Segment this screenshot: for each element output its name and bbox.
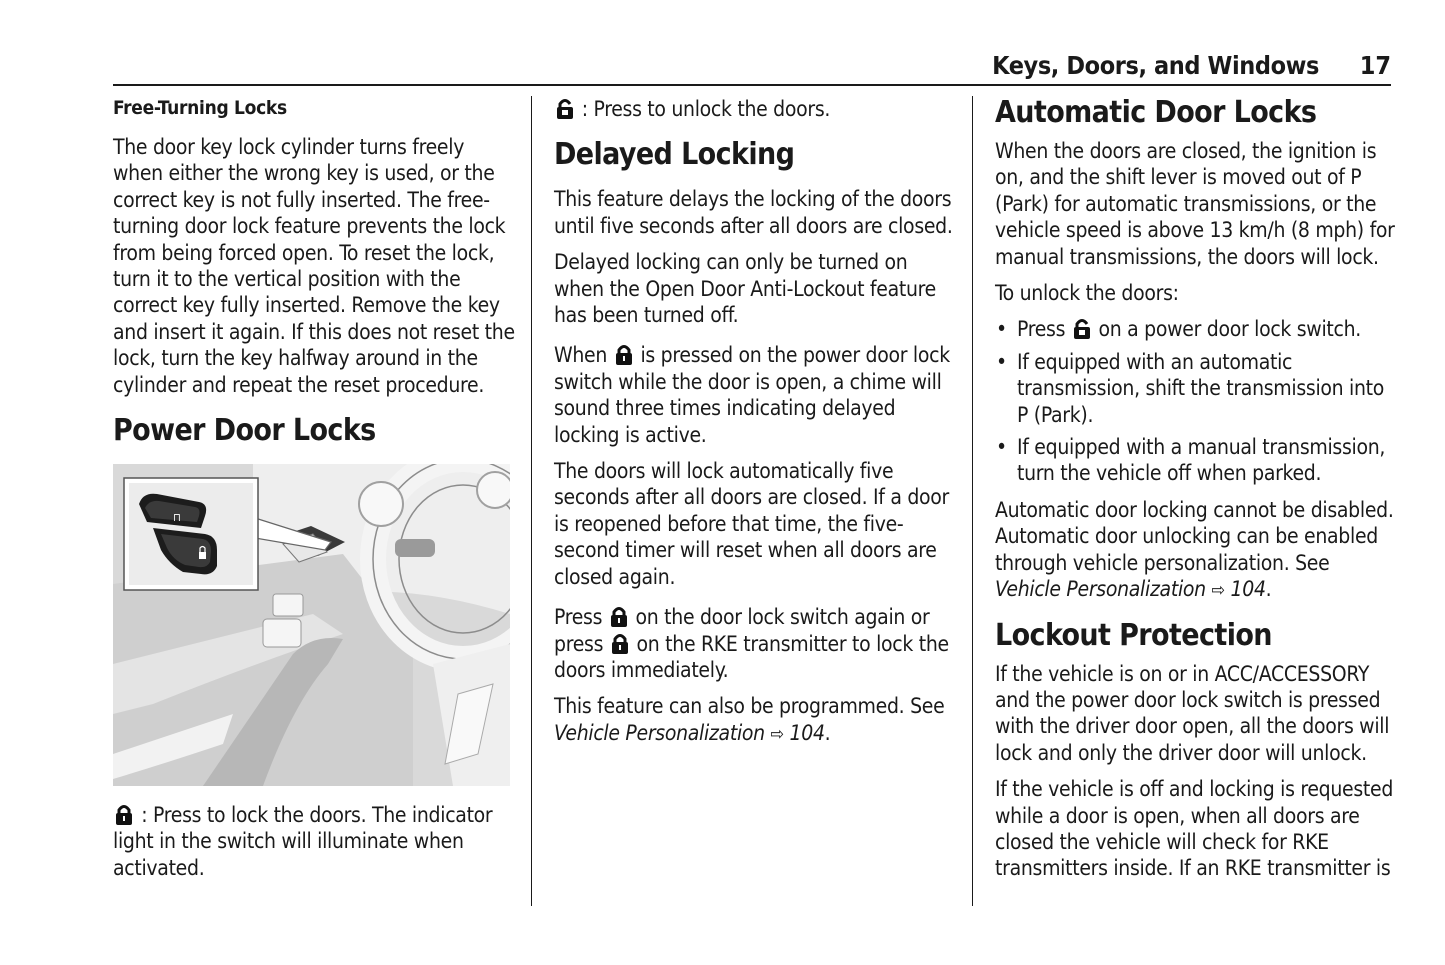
unlock-caption <box>554 96 959 122</box>
column-divider-1 <box>531 96 532 906</box>
paragraph-delayed-2: Delayed locking can only be turned on when the Open Door Anti-Lockout feature has been turned off. <box>554 250 936 328</box>
unlock-icon <box>1073 318 1091 340</box>
list-item <box>995 316 1395 342</box>
paragraph-delayed-4: The doors will lock automatically five seconds after all doors are closed. If a door is reopened before that time, the five-second timer will reset when all doors are closed again. <box>554 459 949 589</box>
list-item <box>995 349 1395 428</box>
text-fragment: Automatic door locking cannot be disabled. Automatic door unlocking can be enabled through vehicle personalization. See <box>995 497 1394 575</box>
text-fragment: If equipped with an automatic transmission, shift the transmission into P (Park). <box>1017 349 1385 427</box>
header-section-title: Keys, Doors, and Windows <box>992 51 1319 80</box>
paragraph-delayed-3 <box>554 342 959 448</box>
lock-caption-text: : Press to lock the doors. The indicator light in the switch will illuminate when activated. <box>113 803 493 880</box>
text-fragment: . <box>824 720 831 745</box>
lock-icon <box>115 804 133 826</box>
heading-power-door-locks: Power Door Locks <box>113 413 376 449</box>
text-fragment: on the RKE transmitter to lock the doors immediately. <box>554 631 949 682</box>
text-fragment: If equipped with a manual transmission, turn the vehicle off when parked. <box>1017 435 1386 486</box>
paragraph-delayed-5 <box>554 604 959 683</box>
column-2 <box>554 96 959 758</box>
paragraph-lockout-2: If the vehicle is off and locking is requested while a door is open, when all doors are closed the vehicle will check for RKE transmitters inside. If an RKE transmitter is <box>995 777 1394 881</box>
vehicle-personalization-link[interactable]: Vehicle Personalization <box>554 720 765 745</box>
page-ref-arrow-icon: ⇨ <box>1211 580 1225 602</box>
paragraph-auto-2: To unlock the doors: <box>995 281 1179 306</box>
column-1 <box>113 96 518 891</box>
svg-text:⊓: ⊓ <box>173 511 181 525</box>
text-fragment: . <box>1265 577 1272 602</box>
vehicle-personalization-link[interactable]: Vehicle Personalization <box>995 577 1206 602</box>
page-reference[interactable]: 104 <box>789 720 825 745</box>
page-ref-arrow-icon: ⇨ <box>770 723 784 745</box>
unlock-icon <box>556 98 574 120</box>
paragraph-delayed-6 <box>554 693 959 748</box>
bullet-icon: • <box>996 435 1007 460</box>
text-fragment: Press <box>554 605 603 630</box>
text-fragment: Press <box>1017 317 1066 342</box>
heading-lockout-protection: Lockout Protection <box>995 617 1272 653</box>
lock-icon <box>615 344 633 366</box>
unlock-steps-list <box>995 316 1395 486</box>
subheading-free-turning-locks: Free-Turning Locks <box>113 97 287 119</box>
lock-icon <box>611 633 629 655</box>
lock-icon <box>610 606 628 628</box>
heading-automatic-door-locks: Automatic Door Locks <box>995 95 1317 130</box>
page-number: 17 <box>1359 51 1391 80</box>
text-fragment: press <box>554 631 604 656</box>
door-lock-switch-illustration <box>113 464 510 786</box>
paragraph-auto-3 <box>995 497 1395 605</box>
paragraph-free-turning: The door key lock cylinder turns freely when either the wrong key is used, or the correct key is not fully inserted. The free-turning door lock feature prevents the lock from being forced open. To reset the lock, turn it to the vertical position with the correct key fully inserted. Remove the key and insert it again. If this does not reset the lock, turn the key halfway around in the cylinder and repeat the reset procedure. <box>113 135 515 397</box>
paragraph-delayed-1: This feature delays the locking of the doors until five seconds after all doors are closed. <box>554 187 953 238</box>
text-fragment: When <box>554 343 608 368</box>
unlock-caption-text: : Press to unlock the doors. <box>581 97 831 121</box>
column-divider-2 <box>972 96 973 906</box>
page-header <box>113 50 1391 86</box>
text-fragment: is pressed on the power door lock switch while the door is open, a chime will sound three times indicating delayed locking is active. <box>554 343 950 447</box>
text-fragment: on a power door lock switch. <box>1098 317 1361 342</box>
page-reference[interactable]: 104 <box>1230 577 1266 602</box>
text-fragment: on the door lock switch again or <box>635 605 930 630</box>
column-3 <box>995 96 1395 892</box>
bullet-icon: • <box>996 349 1007 374</box>
bullet-icon: • <box>996 317 1007 342</box>
paragraph-auto-1: When the doors are closed, the ignition is on, and the shift lever is moved out of P (Park) for automatic transmissions, or the vehicle speed is above 13 km/h (8 mph) for manual transmissions, the doors will lock. <box>995 139 1395 269</box>
heading-delayed-locking: Delayed Locking <box>554 137 795 173</box>
text-fragment: This feature can also be programmed. See <box>554 694 945 719</box>
lock-caption <box>113 802 518 881</box>
list-item <box>995 434 1395 487</box>
paragraph-lockout-1: If the vehicle is on or in ACC/ACCESSORY and the power door lock switch is pressed with the driver door open, all the doors will lock and only the driver door will unlock. <box>995 661 1390 765</box>
